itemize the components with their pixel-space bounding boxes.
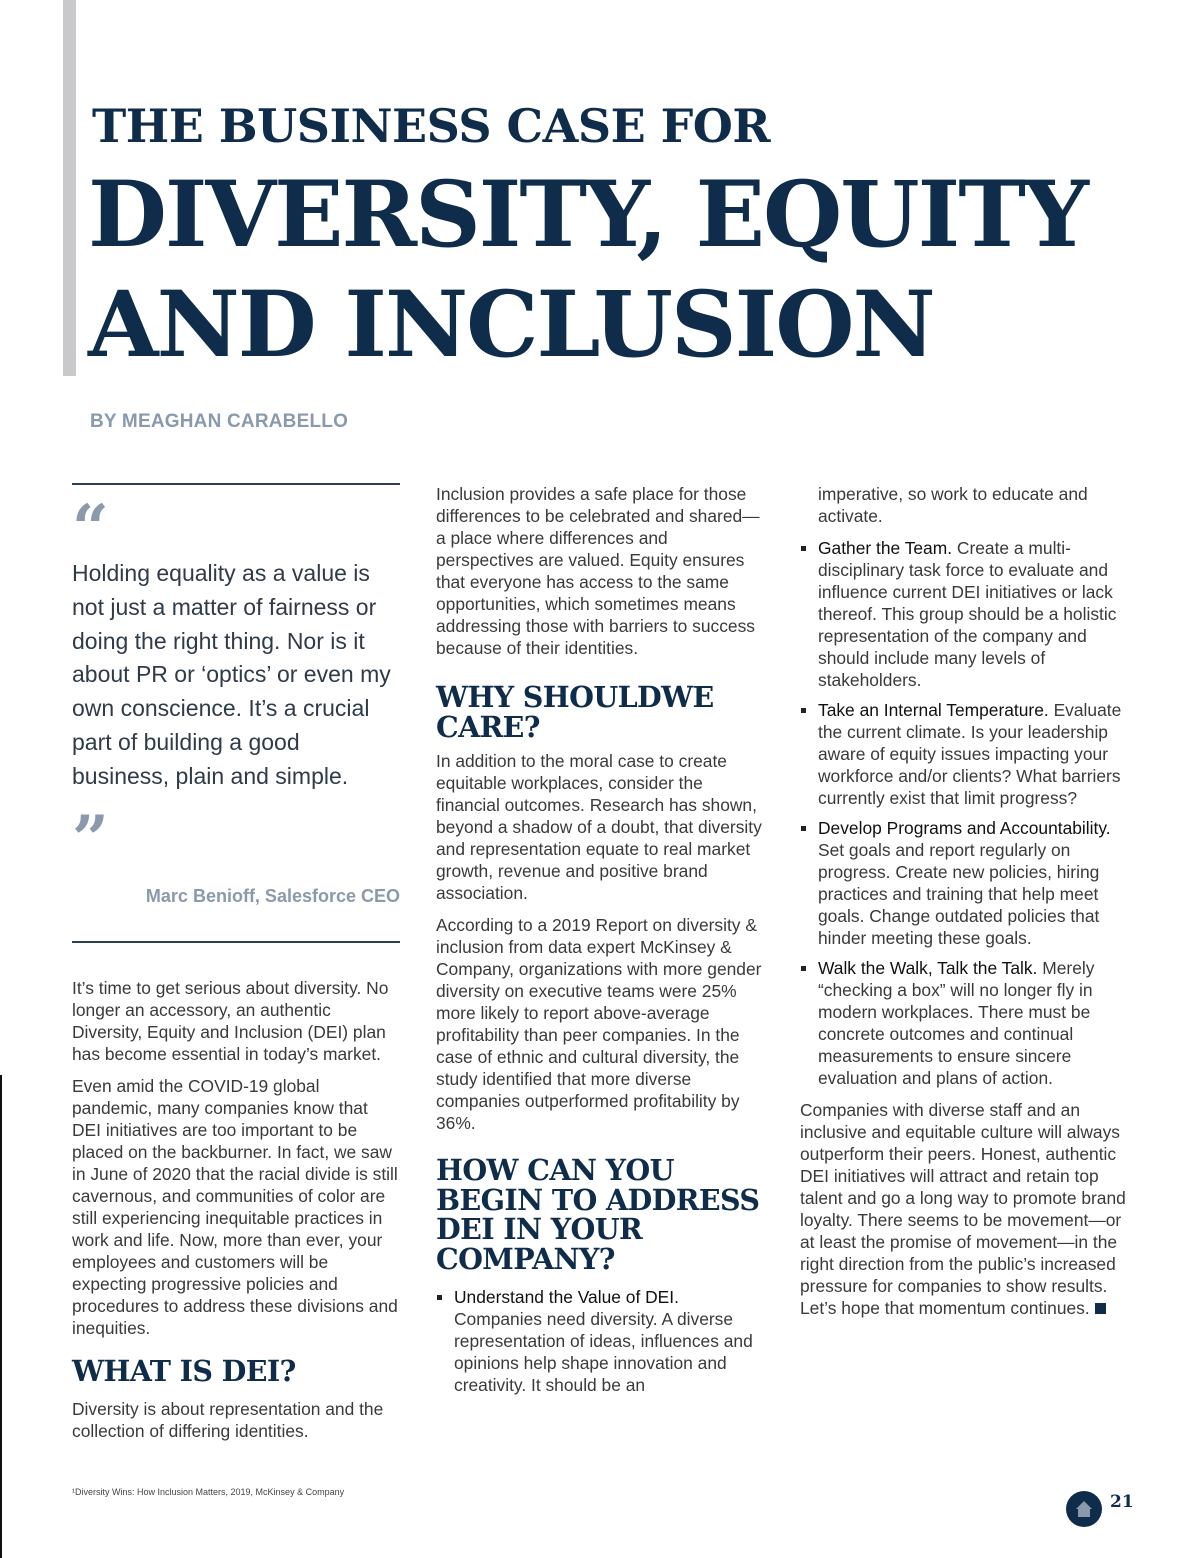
quote-attribution: Marc Benioff, Salesforce CEO [145, 885, 400, 906]
bullet-lead: Understand the Value of DEI. [454, 1287, 679, 1307]
open-quote-icon: “ [72, 491, 109, 566]
column-3 [800, 483, 1130, 1319]
closing-text: Companies with diverse staff and an inclusive and equitable culture will always outperform their peers. Honest, authentic DEI initiatives will attract and retain top talent and go a long way to promote brand loyalty. There seems to be movement—or at least the promise of movement—in the right direction from the public’s increased pressure for companies to show results. Let’s hope that momentum continues. [800, 1100, 1126, 1318]
bullet-lead: Take an Internal Temperature. [818, 700, 1049, 720]
end-mark-icon [1095, 1303, 1106, 1314]
bullet-text: Merely “checking a box” will no longer fly in modern workplaces. There must be concrete outcomes and continual measurements to ensure sincere evaluation and plans of action. [818, 958, 1095, 1088]
steps-list [436, 1286, 766, 1396]
heading-how-to-address: HOW CAN YOU BEGIN TO ADDRESS DEI IN YOUR COMPANY? [436, 1153, 760, 1276]
list-item [800, 817, 1130, 949]
column-2 [436, 483, 766, 1396]
bullet-text: Set goals and report regularly on progress. Create new policies, hiring practices and training that help meet goals. Change outdated policies that hinder meeting these goals. [818, 840, 1100, 948]
closing-paragraph [800, 1099, 1130, 1319]
steps-list-continued [800, 537, 1130, 1089]
close-quote-icon: ” [72, 801, 109, 877]
continued-text: imperative, so work to educate and activate. [818, 484, 1088, 526]
list-item [800, 957, 1130, 1089]
bullet-lead: Develop Programs and Accountability. [818, 818, 1111, 838]
inclusion-paragraph: Inclusion provides a safe place for those differences to be celebrated and shared—a place where differences and perspectives are valued. Equity ensures that everyone has access to the same opportunities, which sometimes means addressing those with barriers to success because of their identities. [436, 484, 760, 658]
headline-line-2: AND INCLUSION [88, 272, 934, 378]
house-icon [1066, 1491, 1102, 1527]
bullet-lead: Gather the Team. [818, 538, 953, 558]
quote-rule-top [72, 483, 400, 485]
intro-paragraph: It’s time to get serious about diversity. No longer an accessory, an authentic Diversity, Equity and Inclusion (DEI) plan has become essential in today’s market. [72, 977, 389, 1064]
heading-why-care: WHY SHOULDWE CARE? [436, 680, 714, 744]
bullet-text: Create a multi-disciplinary task force to evaluate and influence current DEI initiatives or lack thereof. This group should be a holistic representation of the company and should include many levels of stakeholders. [818, 538, 1117, 690]
pull-quote-text: Holding equality as a value is not just a matter of fairness or doing the right thing. Nor is it about PR or ‘optics’ or even my own conscience. It’s a crucial part of building a good business, plain and simple. [72, 560, 391, 789]
list-item [800, 699, 1130, 809]
covid-paragraph: Even amid the COVID-19 global pandemic, many companies know that DEI initiatives are too important to be placed on the backburner. In fact, we saw in June of 2020 that the racial divide is still cavernous, and communities of color are still experiencing inequitable practices in work and life. Now, more than ever, your employees and customers will be expecting progressive policies and procedures to address these divisions and inequities. [72, 1075, 398, 1338]
headline-line-1: DIVERSITY, EQUITY [88, 162, 1087, 268]
bullet-text: Evaluate the current climate. Is your leadership aware of equity issues impacting your workforce and/or clients? What barriers currently exist that limit progress? [818, 700, 1122, 808]
page-number: 21 [1110, 1492, 1134, 1512]
list-item [800, 537, 1130, 691]
moral-case-paragraph: In addition to the moral case to create equitable workplaces, consider the financial outcomes. Research has shown, beyond a shadow of a doubt, that diversity and representation equate to real market growth, revenue and positive brand association. [436, 751, 762, 903]
headline-main [88, 160, 1087, 380]
heading-what-is-dei: WHAT IS DEI? [72, 1353, 296, 1388]
diversity-definition: Diversity is about representation and the collection of differing identities. [72, 1399, 384, 1442]
headline-kicker: THE BUSINESS CASE FOR [92, 99, 771, 153]
list-item [436, 1286, 766, 1396]
mckinsey-paragraph: According to a 2019 Report on diversity & inclusion from data expert McKinsey & Company, organizations with more gender diversity on executive teams were 25% more likely to report above-average profitability than peer companies. In the case of ethnic and cultural diversity, the study identified that more diverse companies outperformed profitability by 36%. [436, 915, 762, 1133]
accent-bar [63, 0, 76, 376]
page-edge-line [0, 1075, 2, 1558]
footnote: ¹Diversity Wins: How Inclusion Matters, 2019, McKinsey & Company [72, 1487, 345, 1497]
column-1 [72, 483, 400, 1442]
bullet-lead: Walk the Walk, Talk the Talk. [818, 958, 1038, 978]
byline: BY MEAGHAN CARABELLO [90, 411, 349, 432]
bullet-text: Companies need diversity. A diverse representation of ideas, influences and opinions help shape innovation and creativity. It should be an [454, 1309, 753, 1395]
